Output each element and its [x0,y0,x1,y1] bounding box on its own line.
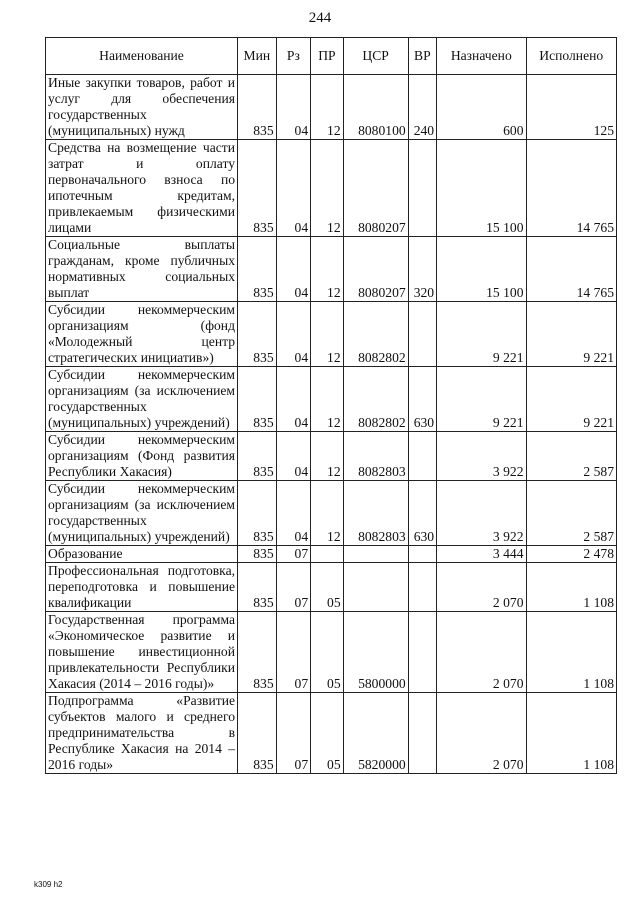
cell-name: Субсидии некоммерческим организациям (Фонд развития Республики Хакасия) [46,432,238,481]
cell-min: 835 [238,546,277,563]
cell-executed: 9 221 [526,302,617,367]
cell-vr: 630 [408,481,436,546]
cell-executed: 1 108 [526,612,617,693]
cell-min: 835 [238,481,277,546]
cell-executed: 14 765 [526,140,617,237]
cell-pr: 12 [311,237,344,302]
cell-assigned: 3 922 [437,481,526,546]
cell-min: 835 [238,302,277,367]
cell-assigned: 2 070 [437,563,526,612]
cell-min: 835 [238,432,277,481]
cell-rz: 07 [276,693,311,774]
cell-assigned: 9 221 [437,367,526,432]
cell-name: Государственная программа «Экономическое развитие и повышение инвестиционной привлекательности Республики Хакасия (2014 – 2016 годы)» [46,612,238,693]
cell-min: 835 [238,367,277,432]
cell-rz: 04 [276,367,311,432]
cell-pr: 12 [311,367,344,432]
cell-csr: 5800000 [343,612,408,693]
cell-rz: 07 [276,563,311,612]
table-header-row [46,38,617,75]
cell-min: 835 [238,693,277,774]
column-header-min: Мин [238,38,277,75]
table-row [46,140,617,237]
cell-csr [343,546,408,563]
cell-min: 835 [238,140,277,237]
cell-name: Субсидии некоммерческим организациям (фонд «Молодежный центр стратегических инициатив») [46,302,238,367]
cell-min: 835 [238,75,277,140]
table-row [46,563,617,612]
cell-rz: 04 [276,302,311,367]
column-header-pr: ПР [311,38,344,75]
table-row [46,693,617,774]
cell-name: Профессиональная подготовка, переподготовка и повышение квалификации [46,563,238,612]
cell-assigned: 15 100 [437,140,526,237]
column-header-assigned: Назначено [437,38,526,75]
cell-min: 835 [238,237,277,302]
cell-pr: 12 [311,302,344,367]
cell-name: Подпрограмма «Развитие субъектов малого и среднего предпринимательства в Республике Хакасия на 2014 – 2016 годы» [46,693,238,774]
cell-pr [311,546,344,563]
cell-pr: 05 [311,563,344,612]
cell-min: 835 [238,563,277,612]
cell-assigned: 3 922 [437,432,526,481]
column-header-name: Наименование [46,38,238,75]
cell-csr: 8080207 [343,237,408,302]
cell-executed: 1 108 [526,563,617,612]
cell-csr: 8082802 [343,302,408,367]
cell-executed: 9 221 [526,367,617,432]
cell-csr: 8082803 [343,432,408,481]
table-row [46,546,617,563]
cell-csr: 8082803 [343,481,408,546]
cell-vr [408,546,436,563]
cell-rz: 04 [276,75,311,140]
cell-pr: 12 [311,140,344,237]
cell-pr: 05 [311,693,344,774]
cell-executed: 1 108 [526,693,617,774]
cell-rz: 04 [276,237,311,302]
cell-rz: 07 [276,612,311,693]
cell-pr: 12 [311,432,344,481]
cell-csr: 8082802 [343,367,408,432]
cell-min: 835 [238,612,277,693]
table-row [46,481,617,546]
cell-csr: 8080100 [343,75,408,140]
cell-vr: 630 [408,367,436,432]
cell-assigned: 600 [437,75,526,140]
budget-table [45,37,617,774]
cell-assigned: 2 070 [437,612,526,693]
cell-rz: 04 [276,481,311,546]
cell-assigned: 2 070 [437,693,526,774]
cell-assigned: 9 221 [437,302,526,367]
cell-name: Субсидии некоммерческим организациям (за исключением государственных (муниципальных) учреждений) [46,367,238,432]
cell-assigned: 15 100 [437,237,526,302]
cell-assigned: 3 444 [437,546,526,563]
cell-vr [408,563,436,612]
cell-rz: 04 [276,140,311,237]
cell-pr: 05 [311,612,344,693]
table-row [46,367,617,432]
cell-vr [408,612,436,693]
table-row [46,75,617,140]
cell-name: Социальные выплаты гражданам, кроме публичных нормативных социальных выплат [46,237,238,302]
cell-pr: 12 [311,75,344,140]
cell-name: Иные закупки товаров, работ и услуг для обеспечения государственных (муниципальных) нужд [46,75,238,140]
column-header-executed: Исполнено [526,38,617,75]
cell-executed: 2 587 [526,432,617,481]
cell-csr: 8080207 [343,140,408,237]
cell-executed: 2 587 [526,481,617,546]
cell-pr: 12 [311,481,344,546]
table-row [46,302,617,367]
cell-csr [343,563,408,612]
cell-vr: 320 [408,237,436,302]
cell-rz: 04 [276,432,311,481]
cell-name: Средства на возмещение части затрат и оплату первоначального взноса по ипотечным кредитам, привлекаемым физическими лицами [46,140,238,237]
cell-rz: 07 [276,546,311,563]
cell-executed: 125 [526,75,617,140]
cell-name: Субсидии некоммерческим организациям (за исключением государственных (муниципальных) учреждений) [46,481,238,546]
cell-vr [408,140,436,237]
page-number: 244 [308,10,332,26]
cell-executed: 14 765 [526,237,617,302]
table-row [46,612,617,693]
table-row [46,237,617,302]
column-header-csr: ЦСР [343,38,408,75]
table-row [46,432,617,481]
cell-csr: 5820000 [343,693,408,774]
footer-code: k309 h2 [34,880,63,889]
column-header-rz: Рз [276,38,311,75]
column-header-vr: ВР [408,38,436,75]
cell-vr: 240 [408,75,436,140]
cell-executed: 2 478 [526,546,617,563]
cell-vr [408,432,436,481]
cell-vr [408,693,436,774]
cell-vr [408,302,436,367]
cell-name: Образование [46,546,238,563]
